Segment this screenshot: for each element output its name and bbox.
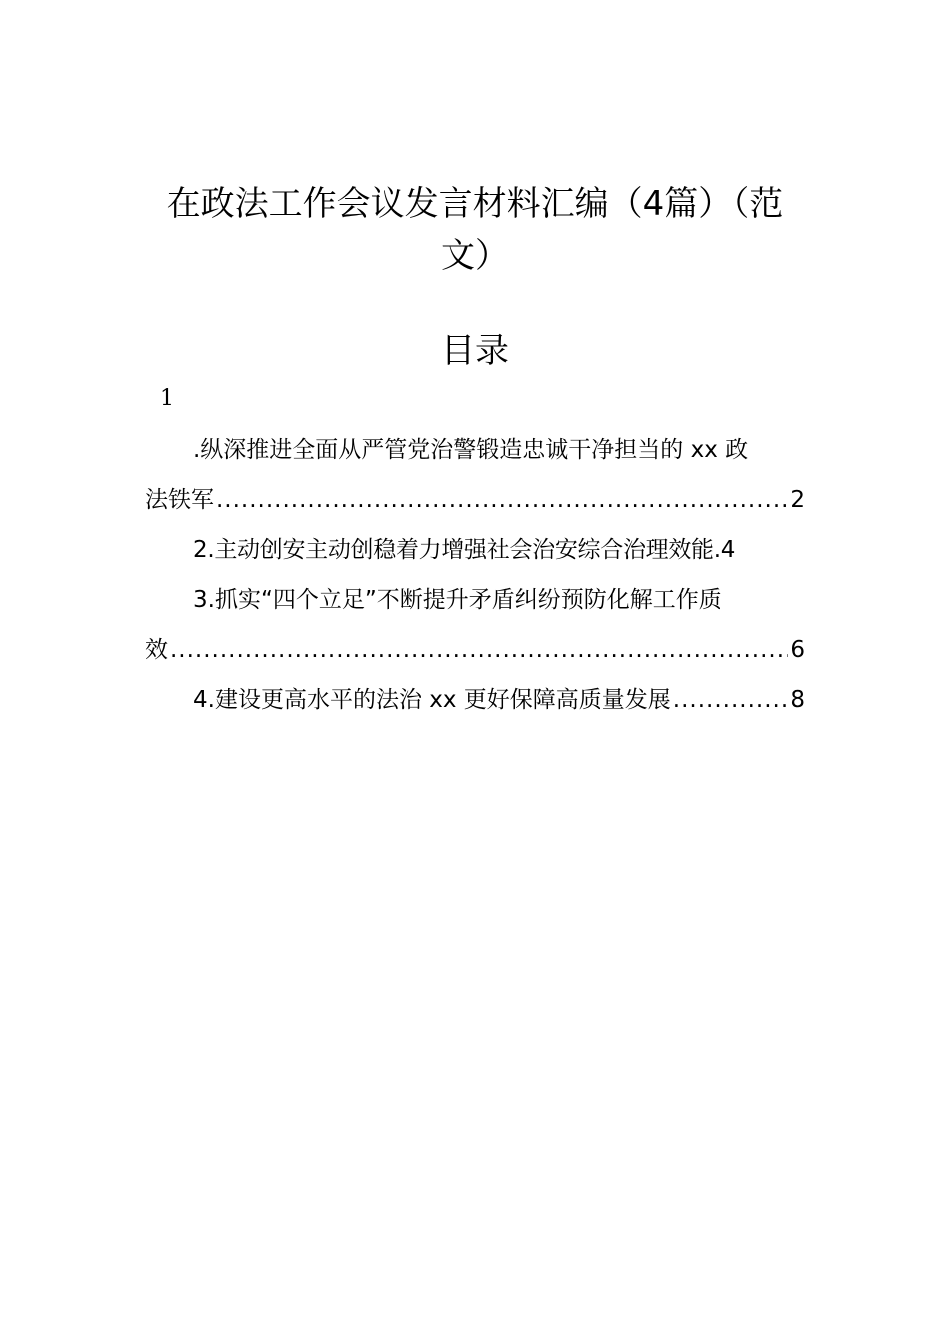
toc-entry-2-title[interactable]: 2.主动创安主动创稳着力增强社会治安综合治理效能.4 bbox=[193, 537, 736, 563]
toc-heading: 目录 bbox=[441, 331, 509, 371]
document-title: 在政法工作会议发言材料汇编（4篇）（范文） bbox=[166, 184, 784, 276]
toc-entry-4-page: 8 bbox=[790, 687, 805, 713]
toc-entry-3-title-end: 效 bbox=[145, 637, 168, 663]
toc-entry-4[interactable] bbox=[193, 684, 805, 716]
toc-entry-1-continuation[interactable] bbox=[145, 484, 805, 516]
toc-entry-3-title[interactable]: 3.抓实“四个立足”不断提升矛盾纠纷预防化解工作质 bbox=[193, 587, 722, 613]
toc-entry-1-title-end: 法铁军 bbox=[145, 487, 214, 513]
toc-leader-dots bbox=[673, 684, 789, 716]
toc-leader-dots bbox=[170, 634, 788, 666]
toc-entry-1-number: 1 bbox=[160, 386, 174, 411]
toc-entry-1-page: 2 bbox=[790, 487, 805, 513]
toc-leader-dots bbox=[216, 484, 788, 516]
toc-entry-1-title[interactable]: .纵深推进全面从严管党治警锻造忠诚干净担当的 xx 政 bbox=[193, 437, 749, 463]
toc-entry-4-title: 4.建设更高水平的法治 xx 更好保障高质量发展 bbox=[193, 687, 671, 713]
toc-entry-3-continuation[interactable] bbox=[145, 634, 805, 666]
toc-entry-3-page: 6 bbox=[790, 637, 805, 663]
